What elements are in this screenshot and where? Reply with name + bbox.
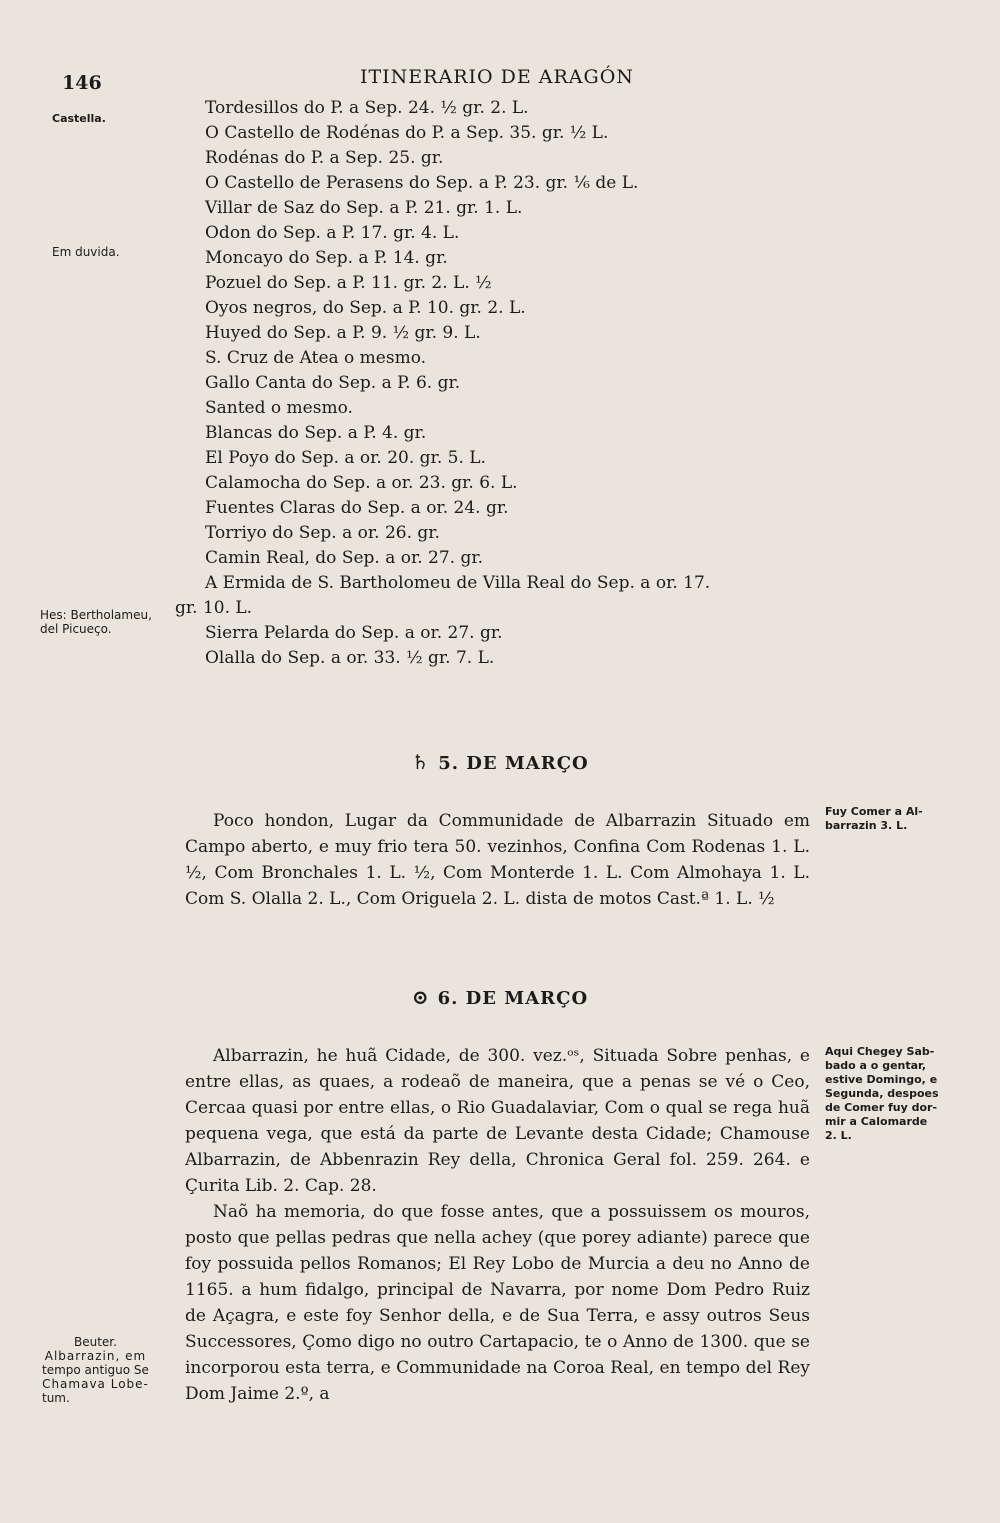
section-heading-5-marco: ♄ 5. DE MARÇO [411, 750, 589, 774]
list-item: S. Cruz de Atea o mesmo. [205, 348, 427, 368]
list-item: Santed o mesmo. [205, 398, 353, 418]
margin-note-hes: Hes: Bertholameu, del Picueço. [40, 608, 152, 636]
list-item: Camin Real, do Sep. a or. 27. gr. [205, 548, 484, 568]
list-item: Huyed do Sep. a P. 9. ½ gr. 9. L. [205, 323, 481, 343]
list-item: gr. 10. L. [175, 598, 253, 618]
list-item: Villar de Saz do Sep. a P. 21. gr. 1. L. [205, 198, 523, 218]
list-item: Blancas do Sep. a P. 4. gr. [205, 423, 427, 443]
margin-note-aqui-chegey: Aqui Chegey Sab- bado a o gentar, estive Domingo, e Segunda, despoes de Comer fuy dor- mir a Calomarde 2. L. [825, 1045, 939, 1142]
list-item: Odon do Sep. a P. 17. gr. 4. L. [205, 223, 460, 243]
list-item: O Castello de Perasens do Sep. a P. 23. gr. ⅙ de L. [205, 173, 639, 193]
list-item: Torriyo do Sep. a or. 26. gr. [205, 523, 440, 543]
saturn-symbol-icon: ♄ [411, 750, 431, 774]
section-6-marco-text: Albarrazin, he huã Cidade, de 300. vez.ᵒˢ, Situada Sobre penhas, e entre ellas, as quaes, a rodeaõ de maneira, que a penas se vé o Ceo, Cercaa quasi por entre ellas, o Rio Guadalaviar, Com o qual se rega huã pequena vega, que está da parte de Levante desta Cidade; Chamouse Albarrazin, de Abbenrazin Rey della, Chronica Geral fol. 259. 264. e Çurita Lib. 2. Cap. 28. Naõ ha memoria, do que fosse antes, que a possuissem os mouros, posto que pellas pedras que nella achey (que porey adiante) parece que foy possuida pellos Romanos; El Rey Lobo de Murcia a deu no Anno de 1165. a hum fidalgo, principal de Navarra, por nome Dom Pedro Ruiz de Açagra, e este foy Senhor della, e de Sua Terra, e assy outros Seus Successores, Çomo digo no outro Cartapacio, te o Anno de 1300. que se incorporou esta terra, e Communidade na Coroa Real, en tempo del Rey Dom Jaime 2.º, a [185, 1046, 810, 1404]
running-title: ITINERARIO DE ARAGÓN [360, 66, 634, 88]
margin-note-em-duvida: Em duvida. [52, 245, 120, 259]
sun-symbol-icon: ⊙ [411, 985, 430, 1009]
section-heading-6-marco: ⊙ 6. DE MARÇO [411, 985, 589, 1009]
list-item: Calamocha do Sep. a or. 23. gr. 6. L. [205, 473, 518, 493]
list-item: Moncayo do Sep. a P. 14. gr. [205, 248, 448, 268]
list-item: O Castello de Rodénas do P. a Sep. 35. gr. ½ L. [205, 123, 609, 143]
list-item: Rodénas do P. a Sep. 25. gr. [205, 148, 444, 168]
margin-note-castella: Castella. [52, 112, 106, 125]
list-item: Tordesillos do P. a Sep. 24. ½ gr. 2. L. [205, 98, 529, 118]
margin-note-beuter: Beuter. Albarrazin, em tempo antiguo Se Chamava Lobe- tum. [42, 1335, 149, 1405]
margin-note-fuy-comer: Fuy Comer a Al- barrazin 3. L. [825, 805, 923, 832]
list-item: Gallo Canta do Sep. a P. 6. gr. [205, 373, 461, 393]
list-item: Pozuel do Sep. a P. 11. gr. 2. L. ½ [205, 273, 492, 293]
itinerary-list [175, 96, 825, 671]
list-item: El Poyo do Sep. a or. 20. gr. 5. L. [205, 448, 486, 468]
page-number: 146 [62, 72, 102, 94]
list-item: Olalla do Sep. a or. 33. ½ gr. 7. L. [205, 648, 495, 668]
list-item: A Ermida de S. Bartholomeu de Villa Real do Sep. a or. 17. [205, 573, 711, 593]
section-5-marco-text: Poco hondon, Lugar da Communidade de Albarrazin Situado em Campo aberto, e muy frio tera 50. vezinhos, Confina Com Rodenas 1. L. ½, Com Bronchales 1. L. ½, Com Monterde 1. L. Com Almohaya 1. L. Com S. Olalla 2. L., Com Origuela 2. L. dista de motos Cast.ª 1. L. ½ [185, 811, 810, 909]
list-item: Oyos negros, do Sep. a P. 10. gr. 2. L. [205, 298, 526, 318]
list-item: Sierra Pelarda do Sep. a or. 27. gr. [205, 623, 503, 643]
list-item: Fuentes Claras do Sep. a or. 24. gr. [205, 498, 509, 518]
